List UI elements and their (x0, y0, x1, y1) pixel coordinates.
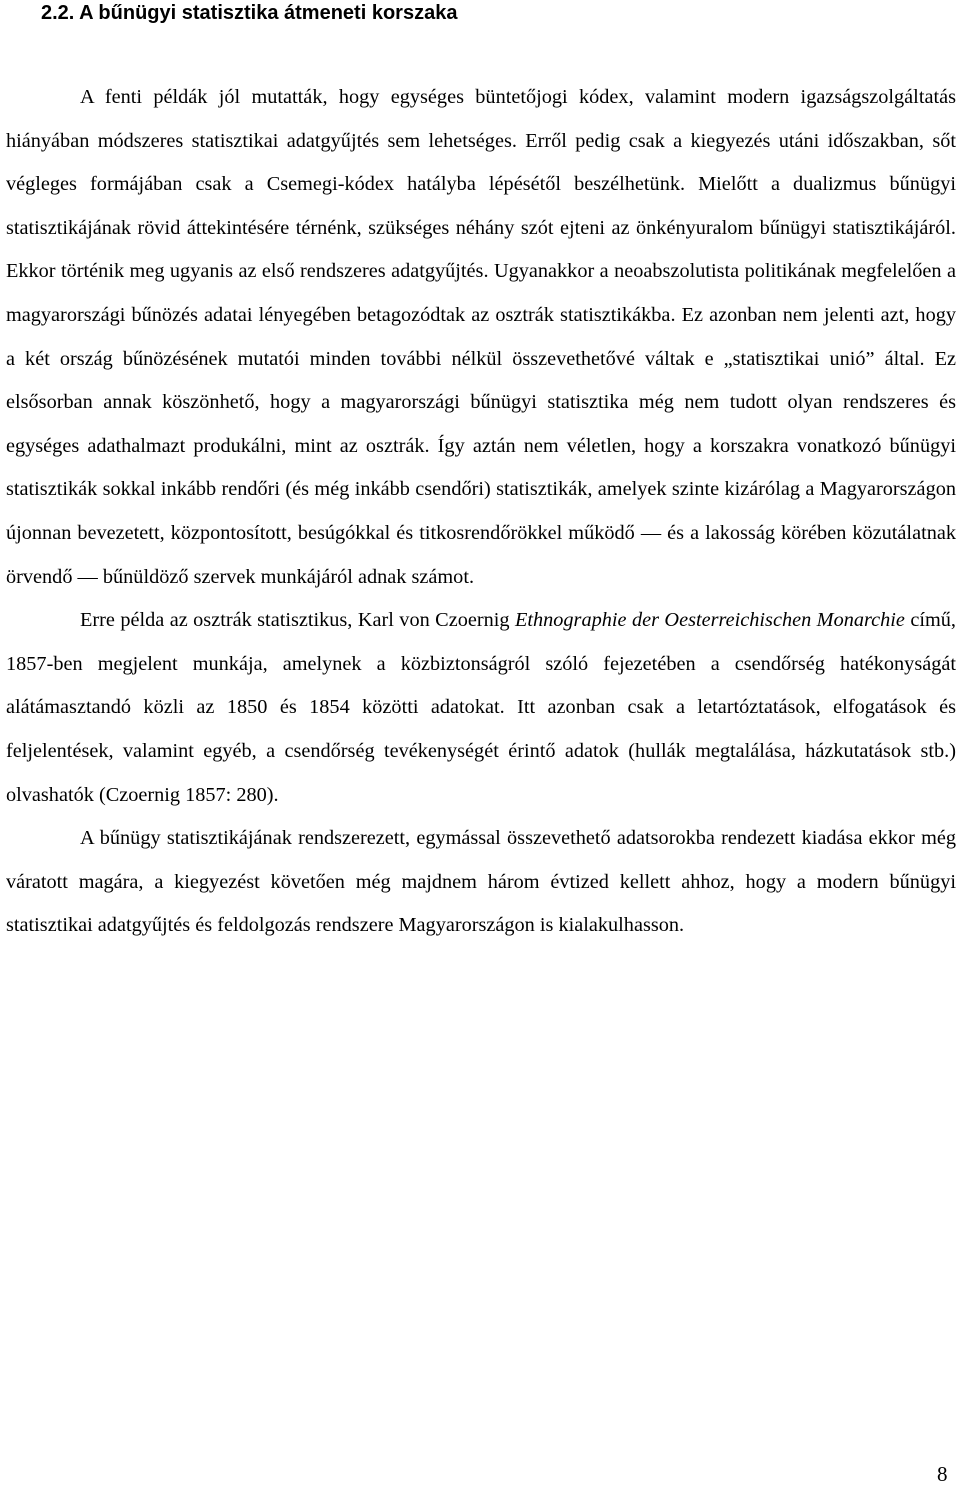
paragraph-2 (6, 599, 956, 817)
book-title: Ethnographie der Oesterreichischen Monarchie (514, 609, 905, 632)
paragraph-1-text: A fenti példák jól mutatták, hogy egységes büntetőjogi kódex, valamint modern igazságszolgáltatás hiányában módszeres statisztikai adatgyűjtés sem lehetséges. Erről pedig csak a kiegyezés utáni időszakban, sőt végleges formájában csak a Csemegi-kódex hatályba lépésétől beszélhetünk. Mielőtt a dualizmus bűnügyi statisztikájának rövid áttekintésére térnénk, szükséges néhány szót ejteni az önkényuralom bűnügyi statisztikájáról. Ekkor történik meg ugyanis az első rendszeres adatgyűjtés. Ugyanakkor a neoabszolutista politikának megfelelően a magyarországi bűnözés adatai lényegében betagozódtak az osztrák statisztikákba. Ez azonban nem jelenti azt, hogy a két ország bűnözésének mutatói minden további nélkül összevethetővé váltak e „statisztikai unió” által. Ez elsősorban annak köszönhető, hogy a magyarországi bűnügyi statisztika még nem tudott olyan rendszeres és egységes adathalmazt produkálni, mint az osztrák. Így aztán nem véletlen, hogy a korszakra vonatkozó bűnügyi statisztikák sokkal inkább rendőri (és még inkább csendőri) statisztikák, amelyek szinte kizárólag a Magyarországon újonnan bevezetett, központosított, besúgókkal és titkosrendőrökkel működő — és a lakosság körében közutálatnak örvendő — bűnüldöző szervek munkájáról adnak számot. (6, 86, 956, 588)
paragraph-2-text-start: Erre példa az osztrák statisztikus, Karl von Czoernig (80, 609, 515, 632)
body-text (6, 76, 956, 948)
section-heading: 2.2. A bűnügyi statisztika átmeneti korszaka (41, 2, 458, 24)
paragraph-3-text: A bűnügy statisztikájának rendszerezett, egymással összevethető adatsorokba rendezett kiadása ekkor még váratott magára, a kiegyezést követően még majdnem három évtized kellett ahhoz, hogy a modern bűnügyi statisztikai adatgyűjtés és feldolgozás rendszere Magyarországon is kialakulhasson. (6, 827, 956, 937)
paragraph-1 (6, 76, 956, 599)
paragraph-2-text-end: című, 1857-ben megjelent munkája, amelynek a közbiztonságról szóló fejezetében a csendőrség hatékonyságát alátámasztandó közli az 1850 és 1854 közötti adatokat. Itt azonban csak a letartóztatások, elfogatások és feljelentések, valamint egyéb, a csendőrség tevékenységét érintő adatok (hullák megtalálása, házkutatások stb.) olvashatók (Czoernig 1857: 280). (6, 609, 956, 806)
paragraph-3 (6, 817, 956, 948)
page-number: 8 (937, 1462, 948, 1486)
